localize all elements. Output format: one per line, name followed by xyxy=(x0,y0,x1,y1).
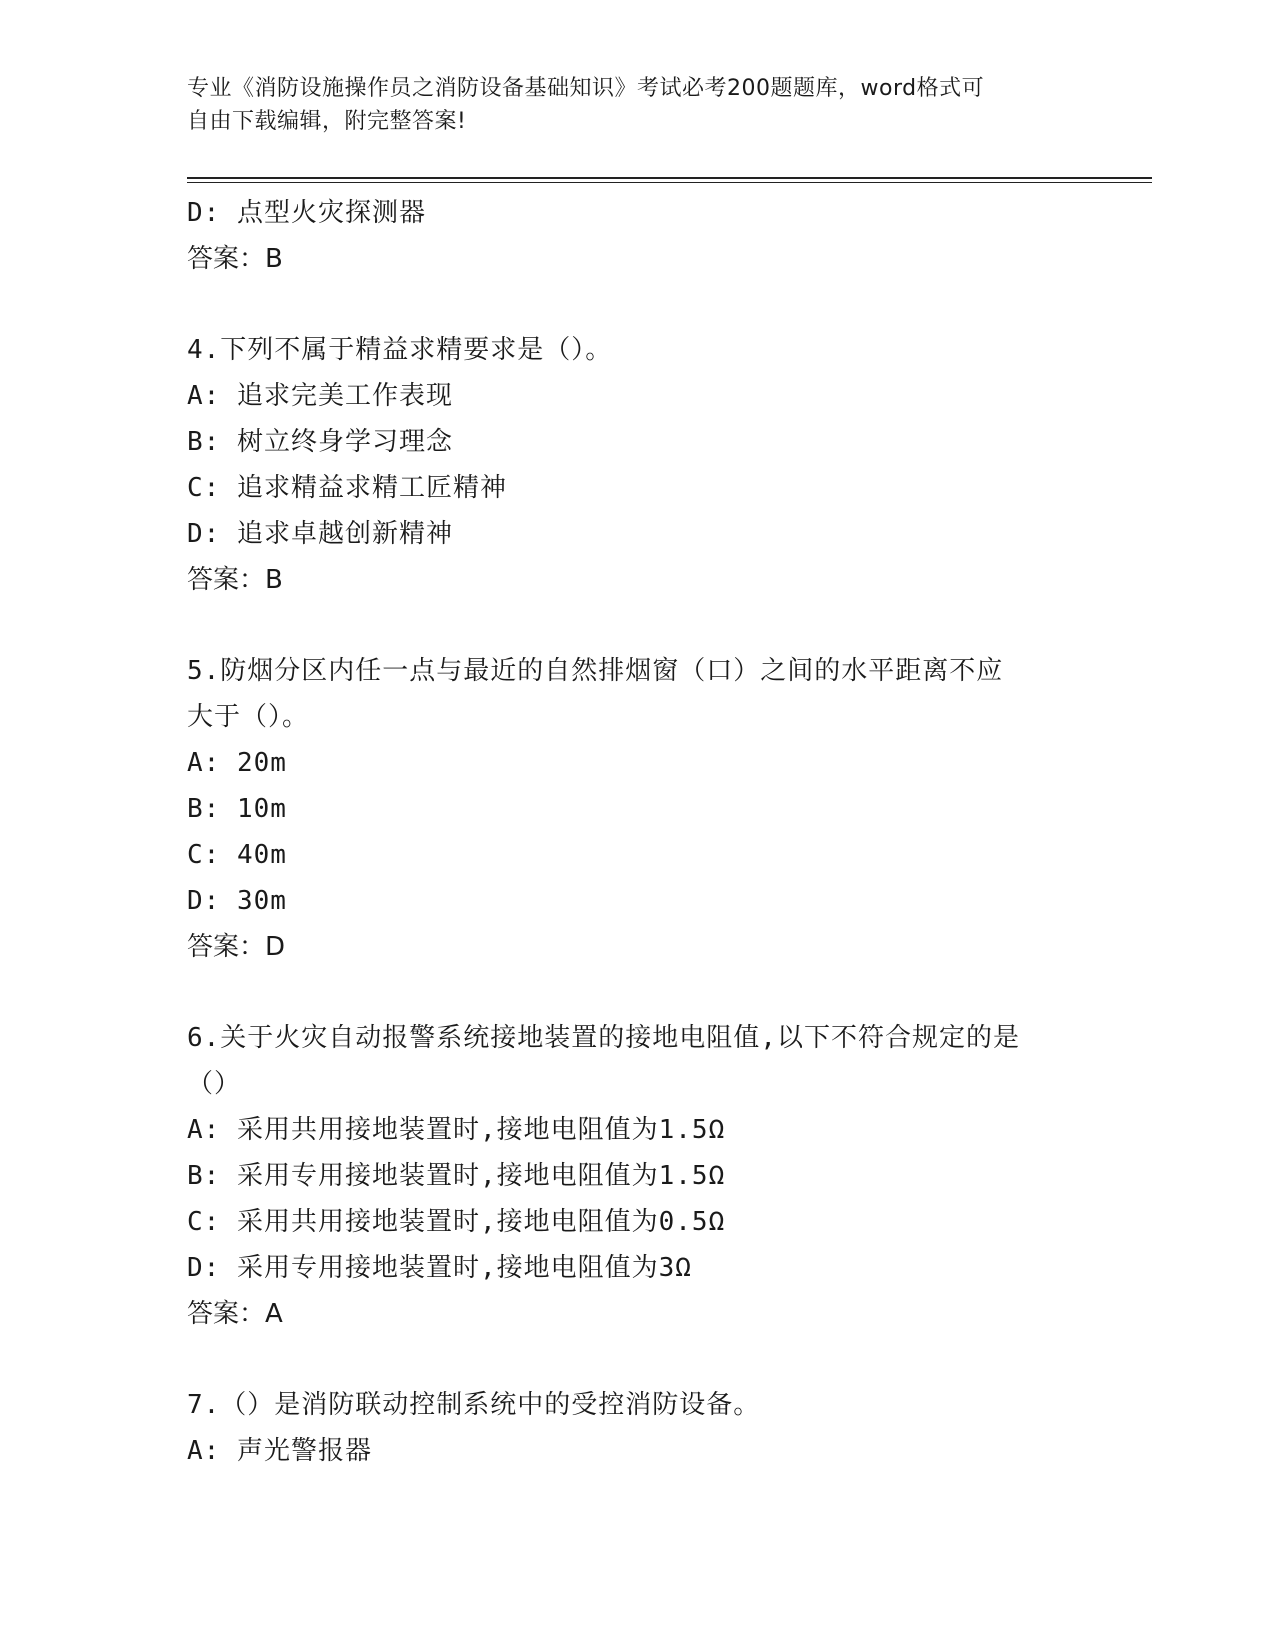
option-a: A: 20m xyxy=(187,748,287,778)
question-4 xyxy=(187,327,1147,603)
option-d: D: 采用专用接地装置时,接地电阻值为3Ω xyxy=(187,1253,692,1283)
option-d: D: 追求卓越创新精神 xyxy=(187,519,453,549)
document-header xyxy=(187,72,1067,138)
question-text-line-2: （） xyxy=(187,1069,242,1099)
option-d: D: 30m xyxy=(187,886,287,916)
question-text: 7.（）是消防联动控制系统中的受控消防设备。 xyxy=(187,1390,761,1420)
header-line-2: 自由下载编辑，附完整答案! xyxy=(187,109,467,134)
question-3-tail xyxy=(187,190,1147,282)
header-rule-thick xyxy=(187,177,1152,179)
option-a: A: 采用共用接地装置时,接地电阻值为1.5Ω xyxy=(187,1115,726,1145)
option-c: C: 采用共用接地装置时,接地电阻值为0.5Ω xyxy=(187,1207,726,1237)
header-rule-thin xyxy=(187,182,1152,183)
option-b: B: 采用专用接地装置时,接地电阻值为1.5Ω xyxy=(187,1161,726,1191)
question-5 xyxy=(187,648,1147,970)
question-text-line-1: 6.关于火灾自动报警系统接地装置的接地电阻值,以下不符合规定的是 xyxy=(187,1023,1020,1053)
answer: 答案：A xyxy=(187,1299,283,1329)
option-a: A: 追求完美工作表现 xyxy=(187,381,453,411)
question-list xyxy=(187,190,1147,1474)
answer: 答案：D xyxy=(187,932,286,962)
option-d: D: 点型火灾探测器 xyxy=(187,198,426,228)
answer: 答案：B xyxy=(187,244,283,274)
question-text-line-1: 5.防烟分区内任一点与最近的自然排烟窗（口）之间的水平距离不应 xyxy=(187,656,1004,686)
option-b: B: 树立终身学习理念 xyxy=(187,427,453,457)
header-line-1: 专业《消防设施操作员之消防设备基础知识》考试必考200题题库，word格式可 xyxy=(187,76,985,101)
option-c: C: 追求精益求精工匠精神 xyxy=(187,473,507,503)
question-text: 4.下列不属于精益求精要求是（）。 xyxy=(187,335,613,365)
answer: 答案：B xyxy=(187,565,283,595)
question-text-line-2: 大于（）。 xyxy=(187,702,310,732)
question-6 xyxy=(187,1015,1147,1337)
question-7 xyxy=(187,1382,1147,1474)
option-b: B: 10m xyxy=(187,794,287,824)
option-c: C: 40m xyxy=(187,840,287,870)
option-a: A: 声光警报器 xyxy=(187,1436,372,1466)
